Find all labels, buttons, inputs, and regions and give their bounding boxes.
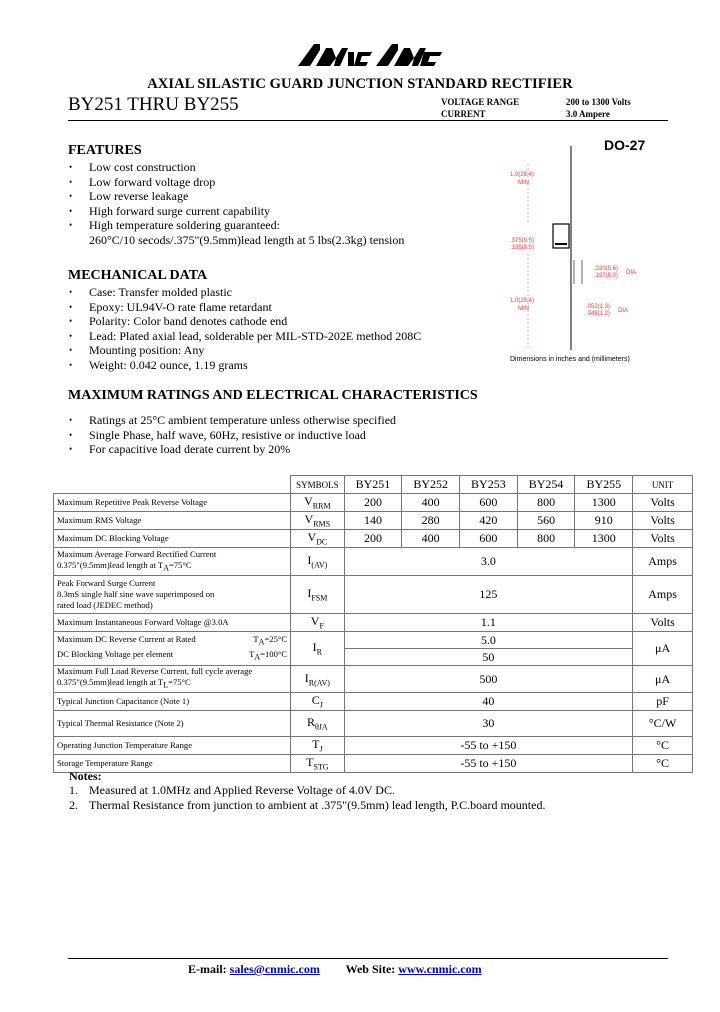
spec-current xyxy=(441,108,631,120)
table-row xyxy=(54,755,693,773)
diagram-caption: Dimensions in inches and (millimeters) xyxy=(510,356,630,363)
row-value: 5.0 xyxy=(344,632,633,649)
dim-body-dia-2: .197(5.0) xyxy=(594,273,619,279)
header-by251: BY251 xyxy=(344,476,402,494)
row-unit: Amps xyxy=(633,576,693,614)
row-description: Maximum Full Load Reverse Current, full cycle average 0.375"(9.5mm)lead length at $T_L=75^\circ C$ xyxy=(54,666,291,693)
row-description: Typical Junction Capacitance (Note 1) xyxy=(54,693,291,711)
package-outline-diagram xyxy=(506,134,676,370)
email-label: E-mail: xyxy=(188,962,227,976)
row-symbol: $V_{RRM}$ xyxy=(291,494,345,512)
part-range: BY251 THRU BY255 xyxy=(68,94,239,115)
spec-value: 200 to 1300 Volts xyxy=(566,97,631,107)
row-value: 400 xyxy=(402,494,460,512)
ratings-heading: MAXIMUM RATINGS AND ELECTRICAL CHARACTERISTICS xyxy=(68,388,478,403)
row-value: 30 xyxy=(344,711,633,737)
list-item: • Low cost construction xyxy=(69,160,196,174)
row-value: 400 xyxy=(402,530,460,548)
features-heading: FEATURES xyxy=(68,143,142,158)
table-row xyxy=(54,494,693,512)
list-item: • High temperature soldering guaranteed: xyxy=(69,218,280,233)
row-description: Storage Temperature Range xyxy=(54,755,291,773)
table-row xyxy=(54,512,693,530)
table-header-row xyxy=(54,476,693,494)
row-symbol: $I_{FSM}$ xyxy=(291,576,345,614)
row-value: 910 xyxy=(575,512,633,530)
table-row xyxy=(54,530,693,548)
row-description: Maximum RMS Voltage xyxy=(54,512,291,530)
dim-lead-top: 1.0(25.4) xyxy=(510,172,535,178)
row-symbol: $T_{STG}$ xyxy=(291,755,345,773)
header-by253: BY253 xyxy=(460,476,518,494)
row-value: -55 to +150 xyxy=(344,755,633,773)
row-unit: μA xyxy=(633,632,693,666)
table-row xyxy=(54,711,693,737)
list-item: • High forward surge current capability xyxy=(69,203,271,218)
row-unit: Amps xyxy=(633,548,693,576)
row-description: Operating Junction Temperature Range xyxy=(54,737,291,755)
spec-key: VOLTAGE RANGE xyxy=(441,97,520,107)
list-item: • Low reverse leakage xyxy=(69,189,189,204)
row-value: 200 xyxy=(344,530,402,548)
row-value: 125 xyxy=(344,576,633,614)
row-unit: °C/W xyxy=(633,711,693,737)
spec-voltage-range xyxy=(441,96,631,108)
row-symbol: $V_{DC}$ xyxy=(291,530,345,548)
list-item: • Epoxy: UL94V-O rate flame retardant xyxy=(69,299,272,314)
row-value: 500 xyxy=(344,666,633,693)
notes-heading: Notes: xyxy=(69,769,102,783)
spec-key: CURRENT xyxy=(441,109,486,119)
row-value: 560 xyxy=(517,512,575,530)
table-row xyxy=(54,576,693,614)
table-row xyxy=(54,614,693,632)
dim-body-len-1: .375(9.5) xyxy=(510,238,535,244)
email-link[interactable]: sales@cnmic.com xyxy=(229,962,320,976)
list-item-continuation: 260°C/10 secods/.375"(9.5mm)lead length at 5 lbs(2.3kg) tension xyxy=(89,232,405,247)
row-unit: Volts xyxy=(633,614,693,632)
row-unit: Volts xyxy=(633,494,693,512)
package-label: DO-27 xyxy=(604,137,646,153)
header-rule xyxy=(68,120,668,121)
row-value: 1300 xyxy=(575,494,633,512)
row-symbol: $I_{(AV)}$ xyxy=(291,548,345,576)
row-value: -55 to +150 xyxy=(344,737,633,755)
row-unit: °C xyxy=(633,755,693,773)
row-unit: Volts xyxy=(633,530,693,548)
row-description: Maximum Repetitive Peak Reverse Voltage xyxy=(54,494,291,512)
header-by252: BY252 xyxy=(402,476,460,494)
notes-list xyxy=(69,783,545,812)
dim-lead-bot-min: MIN xyxy=(518,306,529,312)
header-by255: BY255 xyxy=(575,476,633,494)
row-symbol: $C_J$ xyxy=(291,693,345,711)
list-item: • Case: Transfer molded plastic xyxy=(69,285,232,299)
row-value: 3.0 xyxy=(344,548,633,576)
dim-body-dia-1: .220(5.6) xyxy=(594,266,619,272)
row-unit: °C xyxy=(633,737,693,755)
header-blank xyxy=(54,476,291,494)
row-unit: Volts xyxy=(633,512,693,530)
row-value: 600 xyxy=(460,530,518,548)
table-row xyxy=(54,693,693,711)
list-item: • Weight: 0.042 ounce, 1.19 grams xyxy=(69,357,248,372)
list-item: • Ratings at 25°C ambient temperature unless otherwise specified xyxy=(69,413,397,427)
row-symbol: $I_R$ xyxy=(291,632,345,666)
list-item: • Mounting position: Any xyxy=(69,343,205,358)
web-link[interactable]: www.cnmic.com xyxy=(398,962,482,976)
table-row xyxy=(54,548,693,576)
row-symbol: $R_{\theta JA}$ xyxy=(291,711,345,737)
spec-value: 3.0 Ampere xyxy=(566,109,610,119)
dim-body-len-2: .335(8.5) xyxy=(510,245,535,251)
row-unit: pF xyxy=(633,693,693,711)
dim-lead-bot: 1.0(25.4) xyxy=(510,298,535,304)
row-symbol: $I_{R(AV)}$ xyxy=(291,666,345,693)
list-item: • Lead: Plated axial lead, solderable per MIL-STD-202E method 208C xyxy=(69,328,422,343)
list-item: • For capacitive load derate current by 20% xyxy=(69,442,291,457)
mechanical-heading: MECHANICAL DATA xyxy=(68,268,208,283)
list-item: • Low forward voltage drop xyxy=(69,174,216,189)
list-item: • Polarity: Color band denotes cathode end xyxy=(69,314,288,329)
row-value: 420 xyxy=(460,512,518,530)
footer-rule xyxy=(68,958,668,959)
row-value: 50 xyxy=(344,649,633,666)
row-symbol: $V_{RMS}$ xyxy=(291,512,345,530)
table-row xyxy=(54,632,693,649)
row-value: 1.1 xyxy=(344,614,633,632)
row-value: 1300 xyxy=(575,530,633,548)
table-row xyxy=(54,666,693,693)
dim-lead-dia-1: .052(1.3) xyxy=(586,304,611,310)
note-item: 2. Thermal Resistance from junction to ambient at .375"(9.5mm) lead length, P.C.board mounted. xyxy=(69,797,546,812)
spec-summary xyxy=(441,96,631,120)
note-item: 1. Measured at 1.0MHz and Applied Reverse Voltage of 4.0V DC. xyxy=(69,783,395,797)
document-title: AXIAL SILASTIC GUARD JUNCTION STANDARD RECTIFIER xyxy=(147,76,573,92)
header-by254: BY254 xyxy=(517,476,575,494)
table-row xyxy=(54,737,693,755)
mic-logo xyxy=(296,40,444,70)
ratings-list xyxy=(69,413,396,457)
web-label: Web Site: xyxy=(345,962,396,976)
row-value: 280 xyxy=(402,512,460,530)
row-symbol: $T_J$ xyxy=(291,737,345,755)
mechanical-list xyxy=(69,285,421,373)
row-description: Maximum Instantaneous Forward Voltage @3.0A xyxy=(54,614,291,632)
row-unit: μA xyxy=(633,666,693,693)
header-symbols: SYMBOLS xyxy=(291,476,345,494)
ratings-table xyxy=(53,475,693,773)
row-description: Maximum DC Reverse Current at Rated $T_A=25^\circ C$ DC Blocking Voltage per element $T_A=100^\circ C$ xyxy=(54,632,291,666)
dim-lead-dia-2: .048(1.2) xyxy=(586,311,611,317)
row-description: Peak Forward Surge Current 8.3mS single half sine wave superimposed on rated load (JEDEC method) xyxy=(54,576,291,614)
header-unit: UNIT xyxy=(633,476,693,494)
row-description: Maximum DC Blocking Voltage xyxy=(54,530,291,548)
dia-label: DIA xyxy=(618,308,629,314)
dim-lead-top-min: MIN xyxy=(518,180,529,186)
row-description: Typical Thermal Resistance (Note 2) xyxy=(54,711,291,737)
row-value: 800 xyxy=(517,494,575,512)
footer xyxy=(188,962,482,977)
row-symbol: $V_F$ xyxy=(291,614,345,632)
row-value: 40 xyxy=(344,693,633,711)
row-value: 200 xyxy=(344,494,402,512)
dia-label: DIA xyxy=(626,270,637,276)
row-value: 140 xyxy=(344,512,402,530)
row-value: 800 xyxy=(517,530,575,548)
row-description: Maximum Average Forward Rectified Current 0.375"(9.5mm)lead length at $T_A=75^\circ C$ xyxy=(54,548,291,576)
features-list xyxy=(69,160,404,248)
list-item: • Single Phase, half wave, 60Hz, resistive or inductive load xyxy=(69,427,366,442)
row-value: 600 xyxy=(460,494,518,512)
